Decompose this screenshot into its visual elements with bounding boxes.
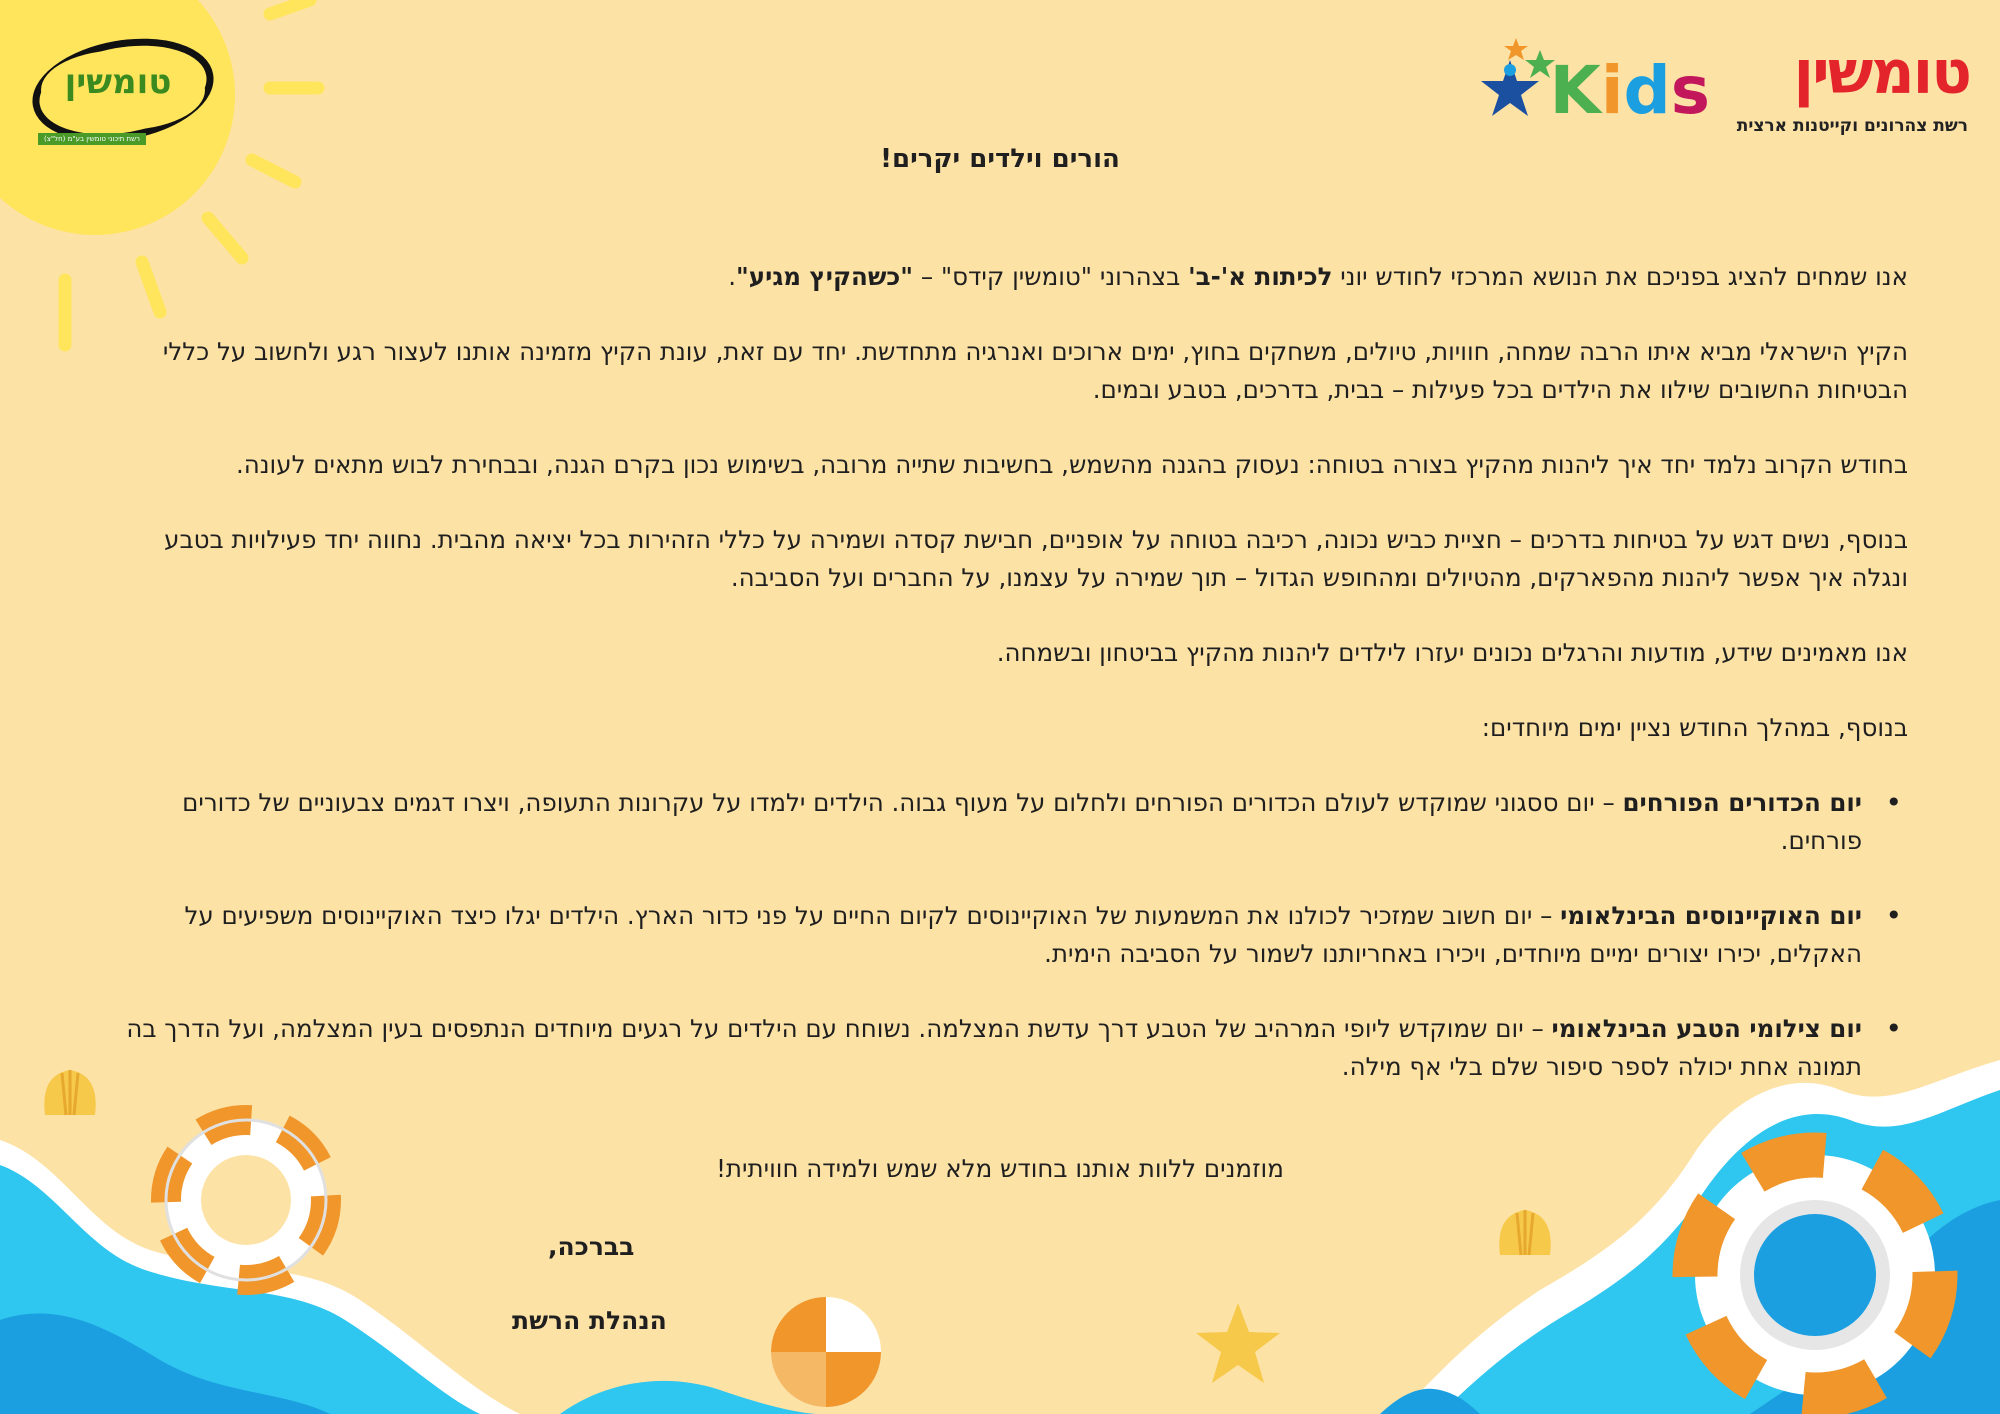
list-item (118, 897, 1862, 973)
sign-greeting: בברכה, (548, 1232, 635, 1261)
special-days-list (118, 784, 1908, 1086)
left-logo-name: טומשין (64, 62, 172, 102)
day-text: – יום חשוב שמזכיר לכולנו את המשמעות של האוקיינוסים לקיום החיים על פני כדור הארץ. הילדים יגלו כיצד האוקיינוסים משפיעים על האקלים, יכירו יצורים ימיים מיוחדים, ויכירו באחריותנו לשמור על הסביבה הימית. (184, 901, 1862, 968)
seashell-icon (1499, 1210, 1550, 1255)
intro-end: . (728, 262, 737, 291)
left-logo-tagline: רשת תיכוני טומשין בע"מ (חל"צ) (38, 133, 146, 145)
day-name: יום הכדורים הפורחים (1622, 788, 1862, 817)
day-name: יום צילומי הטבע הבינלאומי (1551, 1014, 1862, 1043)
brand-name: טומשין (1793, 38, 1970, 108)
life-ring-icon (166, 1120, 326, 1280)
letter-title: הורים וילדים יקרים! (880, 144, 1120, 174)
intro-text-2: בצהרוני "טומשין קידס" – (913, 262, 1189, 291)
letter-body (118, 258, 1908, 1123)
starfish-icon (1196, 1303, 1280, 1383)
paragraph-sun-safety: בחודש הקרוב נלמד יחד איך ליהנות מהקיץ בצורה בטוחה: נעסוק בהגנה מהשמש, בחשיבות שתייה מרובה, בשימוש נכון בקרם הגנה, ובבחירת לבוש מתאים לעונה. (235, 450, 1908, 479)
brand-kids (1550, 52, 1710, 129)
list-item (118, 784, 1862, 860)
kids-letter: K (1549, 52, 1601, 129)
intro-grades: לכיתות א'-ב' (1188, 262, 1333, 291)
intro-text: אנו שמחים להציג בפניכם את הנושא המרכזי לחודש יוני (1332, 262, 1908, 291)
list-item (118, 1010, 1862, 1086)
day-text: – יום שמוקדש ליופי המרהיב של הטבע דרך עדשת המצלמה. נשוחח עם הילדים על רגעים מיוחדים הנתפסים בעין המצלמה, ועל הדרך בה תמונה אחת יכולה לספר סיפור שלם בלי אף מילה. (126, 1014, 1862, 1081)
day-name: יום האוקיינוסים הבינלאומי (1560, 901, 1862, 930)
paragraph-special-days: בנוסף, במהלך החודש נציין ימים מיוחדים: (1481, 713, 1908, 742)
paragraph-belief: אנו מאמינים שידע, מודעות והרגלים נכונים יעזרו לילדים ליהנות מהקיץ בביטחון ובשמחה. (996, 638, 1908, 667)
kids-figures-icon (1481, 38, 1555, 116)
paragraph-intro (118, 258, 1908, 296)
paragraph-road-safety: בנוסף, נשים דגש על בטיחות בדרכים – חציית כביש נכונה, רכיבה בטוחה על אופניים, חבישת קסדה ושמירה על כללי הזהירות בכל יציאה מהבית. נחווה יחד פעילויות בטבע ונגלה איך אפשר ליהנות מהפארקים, מהטיולים ומהחופש הגדול – תוך שמירה על עצמנו, על החברים ועל הסביבה. (164, 525, 1908, 592)
intro-theme: "כשהקיץ מגיע" (736, 262, 914, 291)
closing-line: מוזמנים ללוות אותנו בחודש מלא שמש ולמידה חוויתית! (716, 1154, 1284, 1183)
kids-letter: s (1670, 52, 1710, 129)
kids-letter: d (1623, 52, 1671, 129)
day-text: – יום ססגוני שמוקדש לעולם הכדורים הפורחים ולחלום על מעוף גבוה. הילדים ילמדו על עקרונות התעופה, ויצרו דגמים צבעוניים של כדורים פורחים. (182, 788, 1862, 855)
brand-tagline: רשת צהרונים וקייטנות ארצית (1736, 116, 1968, 136)
beach-ball-icon (771, 1297, 881, 1407)
life-ring-icon (1695, 1155, 1935, 1395)
paragraph-summer: הקיץ הישראלי מביא איתו הרבה שמחה, חוויות, טיולים, משחקים בחוץ, ימים ארוכים ואנרגיה מתחדשת. יחד עם זאת, עונת הקיץ מזמינה אותנו לעצור רגע ולחשוב על כללי הבטיחות החשובים שילוו את הילדים בכל פעילות – בבית, בדרכים, בטבע ובמים. (162, 337, 1908, 404)
kids-letter: i (1600, 52, 1624, 129)
sign-name: הנהלת הרשת (512, 1306, 667, 1335)
seashell-icon (44, 1070, 95, 1115)
